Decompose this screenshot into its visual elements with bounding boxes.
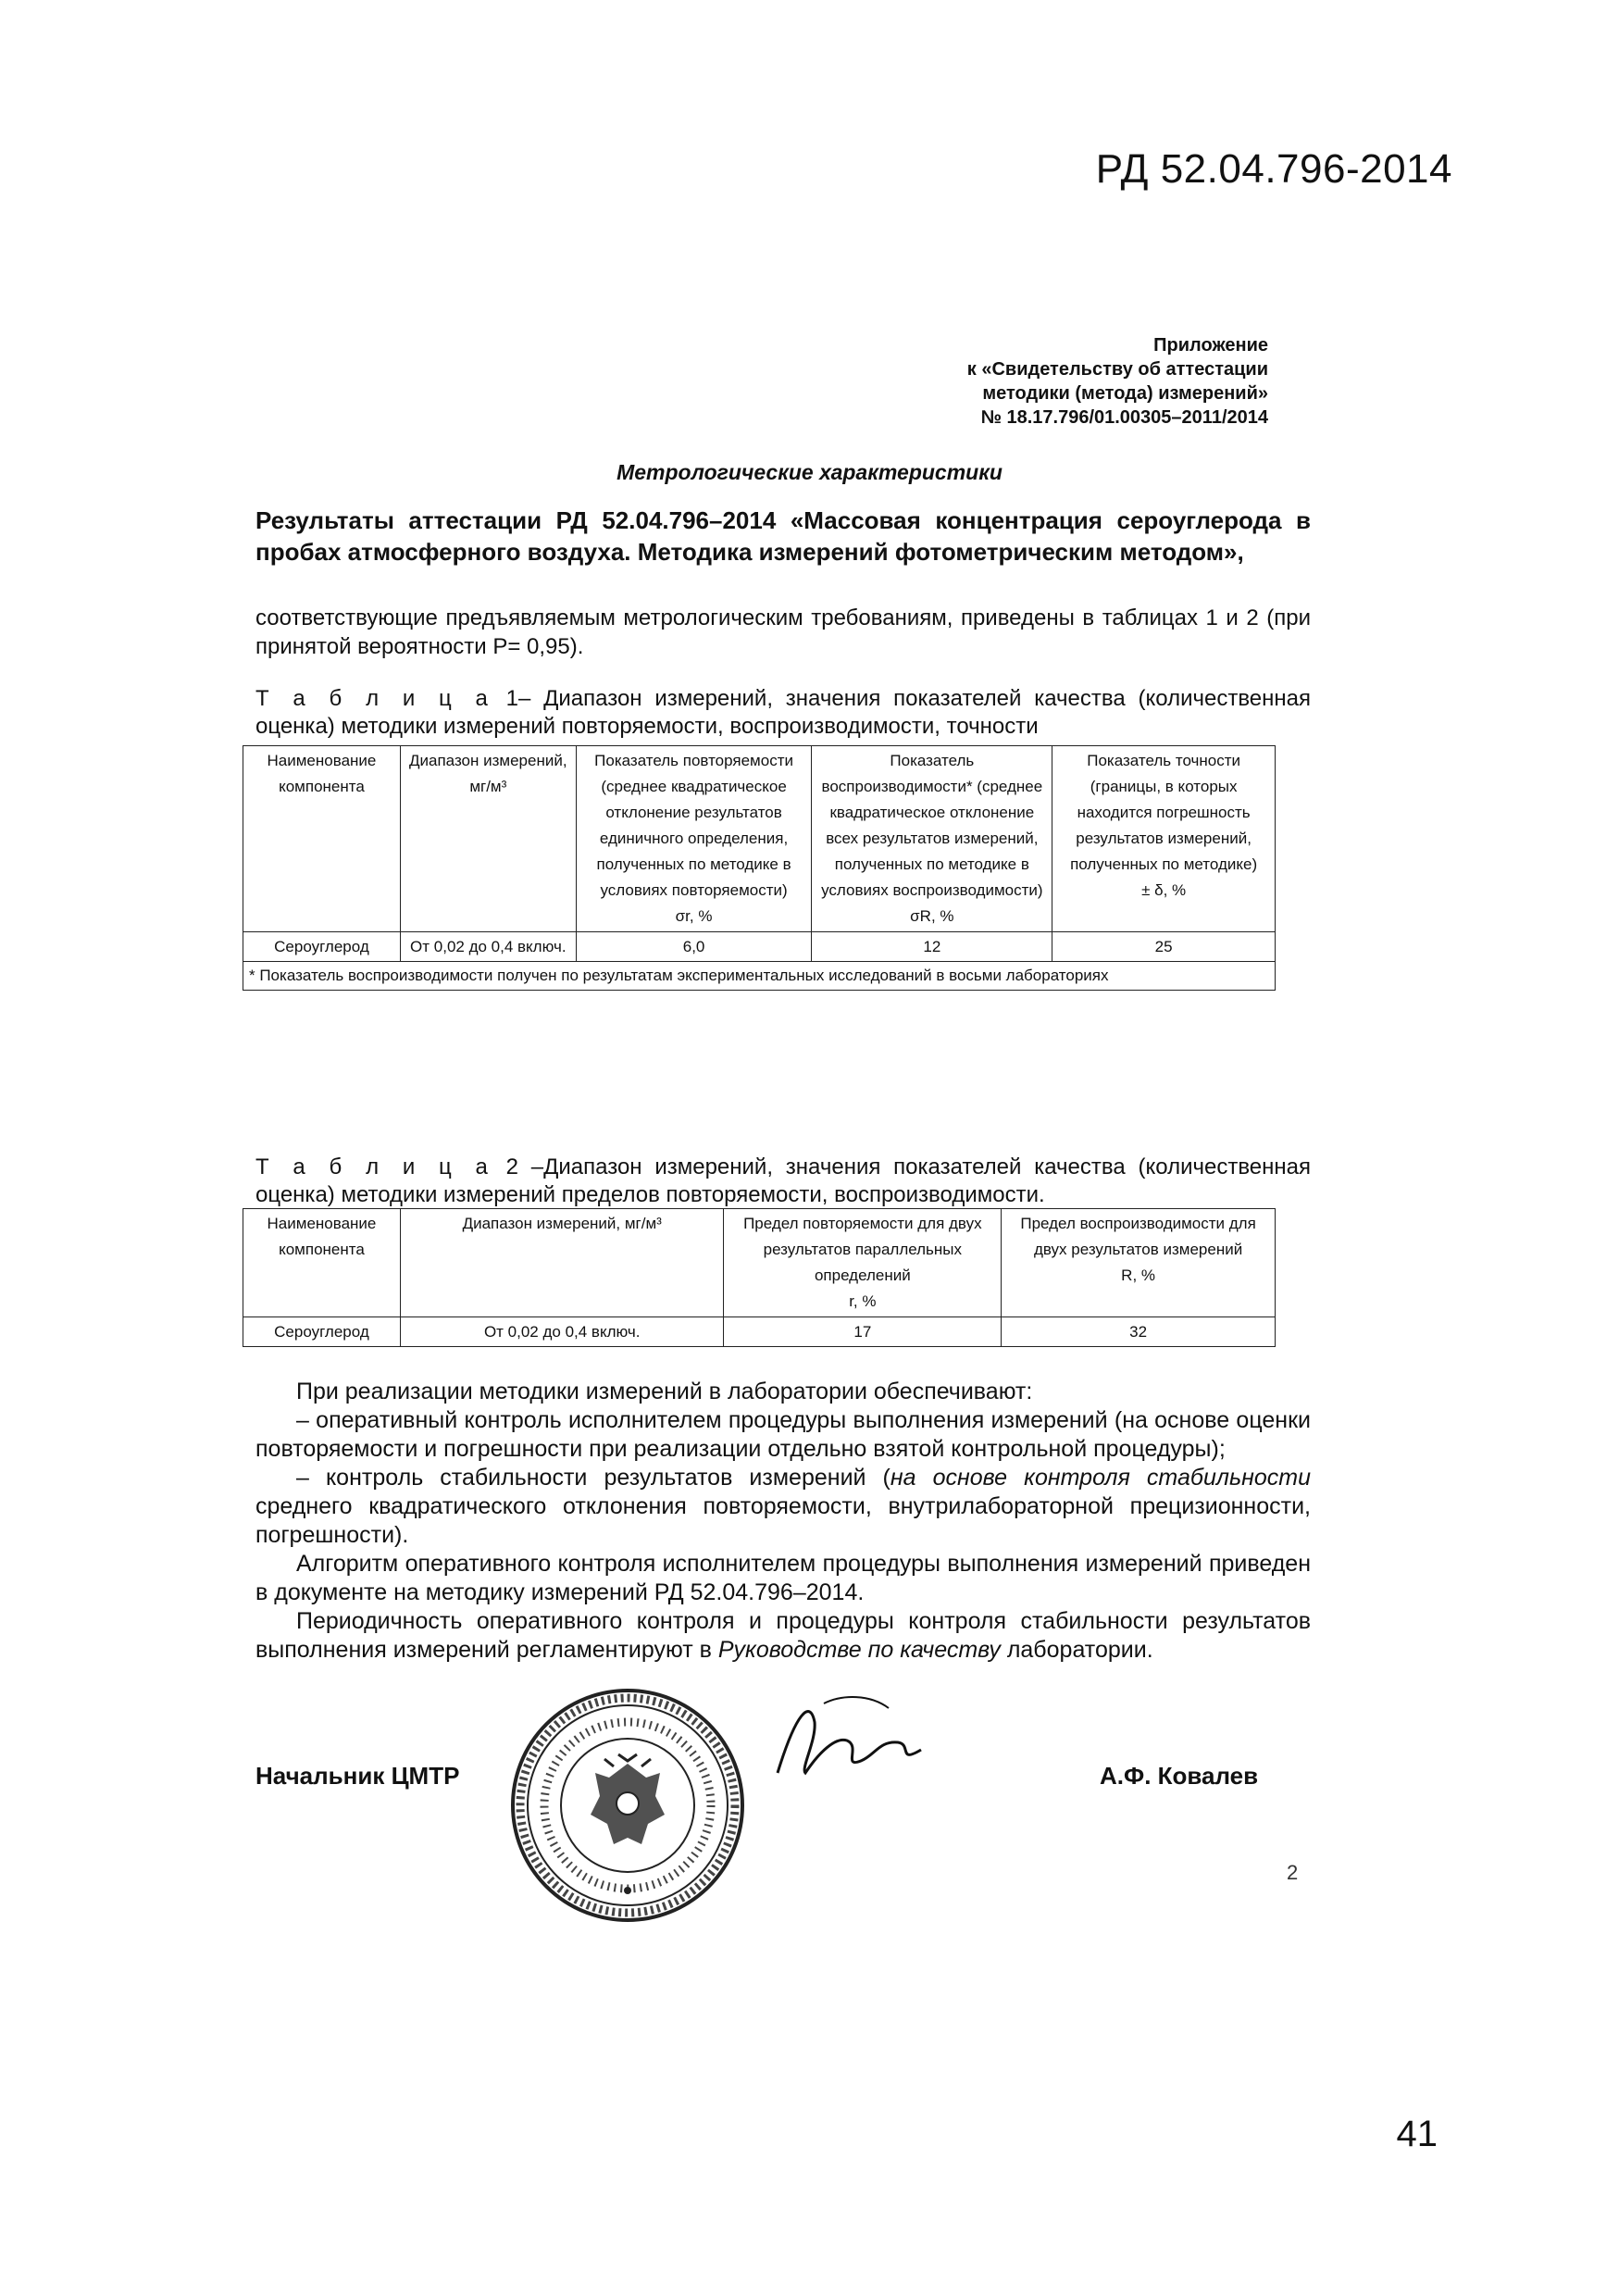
header-symbol: r, % xyxy=(849,1292,877,1310)
signature-icon xyxy=(759,1685,944,1787)
header-cell xyxy=(1002,1209,1276,1317)
table-cell: От 0,02 до 0,4 включ. xyxy=(400,932,576,962)
table-cell: 17 xyxy=(724,1317,1002,1347)
table-1 xyxy=(243,745,1276,991)
header-text: Предел воспроизводимости для двух результатов измерений xyxy=(1020,1215,1256,1258)
signer-name: А.Ф. Ковалев xyxy=(1100,1762,1259,1790)
appendix-line: к «Свидетельству об аттестации xyxy=(966,359,1268,380)
table1-caption xyxy=(255,685,1311,741)
intro-bold-paragraph: Результаты аттестации РД 52.04.796–2014 «Массовая концентрация сероуглерода в пробах атмосферного воздуха. Методика измерений фотометрическим методом», xyxy=(255,506,1311,566)
table-footnote-row xyxy=(243,962,1276,991)
body-paragraph: Алгоритм оперативного контроля исполнителем процедуры выполнения измерений приведен в документе на методику измерений РД 52.04.796–2014. xyxy=(255,1551,1311,1605)
table-cell: 32 xyxy=(1002,1317,1276,1347)
table-footnote: * Показатель воспроизводимости получен по результатам экспериментальных исследований в восьми лабораториях xyxy=(243,962,1276,991)
italic-text: на основе контроля стабильности xyxy=(890,1465,1311,1491)
italic-text: Руководстве по качеству xyxy=(717,1637,1001,1663)
header-cell: Диапазон измерений, мг/м³ xyxy=(400,1209,724,1317)
official-stamp-icon xyxy=(507,1685,748,1926)
header-text: Показатель воспроизводимости* (среднее квадратическое отклонение всех результатов измерений, полученных по методике в условиях воспроизводимости) xyxy=(821,752,1043,899)
header-symbol: R, % xyxy=(1121,1267,1156,1284)
table-row xyxy=(243,932,1276,962)
table2-caption xyxy=(255,1154,1311,1209)
header-symbol: σR, % xyxy=(910,907,954,925)
table-header-row xyxy=(243,746,1276,932)
header-cell xyxy=(576,746,812,932)
text-run: – контроль стабильности результатов измерений ( xyxy=(296,1465,890,1491)
page-number: 41 xyxy=(1396,2114,1438,2154)
table-cell: Сероуглерод xyxy=(243,932,401,962)
header-symbol: ± δ, % xyxy=(1141,881,1187,899)
table-caption-prefix: Т а б л и ц а xyxy=(255,686,493,711)
table-cell: 6,0 xyxy=(576,932,812,962)
appendix-line: методики (метода) измерений» xyxy=(982,383,1268,404)
header-symbol: σr, % xyxy=(675,907,713,925)
table-cell: Сероуглерод xyxy=(243,1317,401,1347)
header-cell: Наименование компонента xyxy=(243,1209,401,1317)
header-cell xyxy=(1052,746,1276,932)
header-text: Предел повторяемости для двух результатов параллельных определений xyxy=(743,1215,982,1284)
appendix-block xyxy=(889,333,1268,430)
small-page-mark: 2 xyxy=(1287,1861,1299,1884)
appendix-line: № 18.17.796/01.00305–2011/2014 xyxy=(980,407,1268,428)
body-paragraph: При реализации методики измерений в лаборатории обеспечивают: xyxy=(296,1379,1033,1404)
body-paragraph: – оперативный контроль исполнителем процедуры выполнения измерений (на основе оценки повторяемости и погрешности при реализации отдельно взятой контрольной процедуры); xyxy=(255,1407,1311,1462)
body-paragraph xyxy=(255,1607,1311,1665)
table-cell: От 0,02 до 0,4 включ. xyxy=(400,1317,724,1347)
intro-paragraph: соответствующие предъявляемым метрологическим требованиям, приведены в таблицах 1 и 2 (при принятой вероятности Р= 0,95). xyxy=(255,605,1311,659)
text-run: Периодичность оперативного контроля и процедуры контроля стабильности результатов выполнения измерений регламентируют в xyxy=(255,1608,1311,1663)
appendix-line: Приложение xyxy=(1153,335,1268,356)
section-title: Метрологические характеристики xyxy=(616,460,1003,484)
table-header-row xyxy=(243,1209,1276,1317)
table-row xyxy=(243,1317,1276,1347)
text-run: лаборатории. xyxy=(1000,1637,1153,1663)
header-text: Показатель точности (границы, в которых находится погрешность результатов измерений, полученных по методике) xyxy=(1070,752,1258,873)
body-paragraph xyxy=(255,1464,1311,1550)
header-cell xyxy=(812,746,1052,932)
header-cell xyxy=(724,1209,1002,1317)
signer-role: Начальник ЦМТР xyxy=(255,1762,460,1790)
header-cell: Диапазон измерений, мг/м³ xyxy=(400,746,576,932)
table-caption-text: 2 –Диапазон измерений, значения показателей качества (количественная оценка) методики измерений пределов повторяемости, воспроизводимости. xyxy=(255,1154,1312,1207)
body-text xyxy=(255,1378,1311,1665)
document-code: РД 52.04.796-2014 xyxy=(1095,146,1452,192)
header-cell: Наименование компонента xyxy=(243,746,401,932)
table-caption-text: 1– Диапазон измерений, значения показателей качества (количественная оценка) методики измерений повторяемости, воспроизводимости, точности xyxy=(255,686,1312,739)
table-2 xyxy=(243,1208,1276,1347)
table-caption-prefix: Т а б л и ц а xyxy=(255,1154,493,1179)
text-run: среднего квадратического отклонения повторяемости, внутрилабораторной прецизионности, погрешности). xyxy=(255,1493,1311,1548)
table-cell: 12 xyxy=(812,932,1052,962)
header-text: Показатель повторяемости (среднее квадратическое отклонение результатов единичного определения, полученных по методике в условиях повторяемости) xyxy=(594,752,793,899)
table-cell: 25 xyxy=(1052,932,1276,962)
